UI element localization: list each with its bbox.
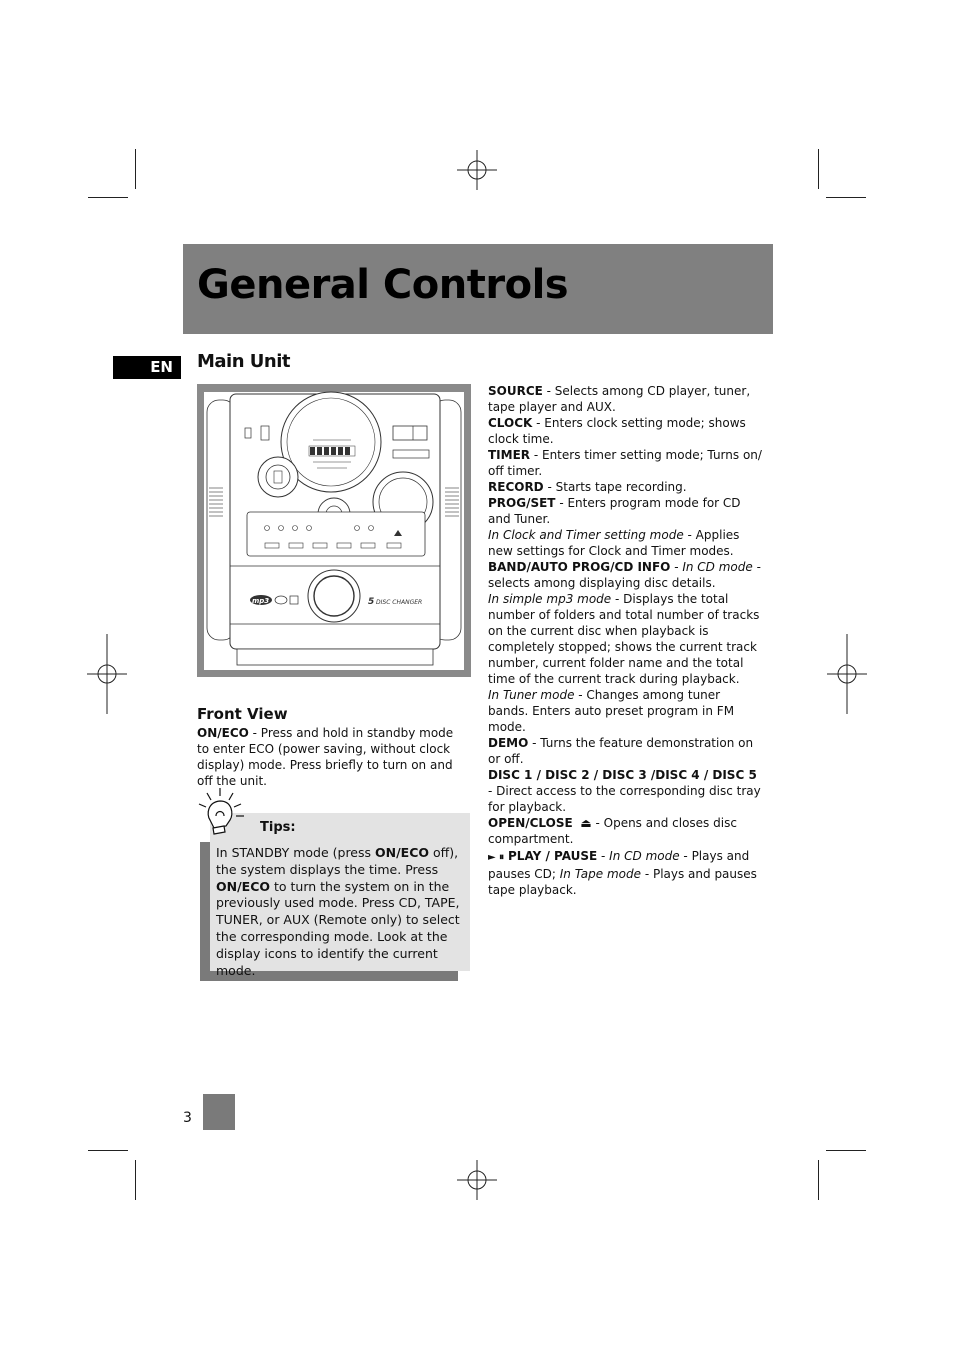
timer-desc: - Enters timer setting mode; Turns on/ off timer. <box>488 448 762 478</box>
tuner-mode: In Tuner mode <box>488 688 575 702</box>
tips-text-part: to turn the system on in the previously used mode. Press CD, TAPE, TUNER, or AUX (Remote only) to select the corresponding mode. Look at the display icons to identify the current mode. <box>216 878 460 978</box>
clock-timer-mode: In Clock and Timer setting mode <box>488 528 684 542</box>
prog-desc: - Enters program mode for CD and Tuner. <box>488 496 741 526</box>
open-close-label: OPEN/CLOSE <box>488 816 573 830</box>
on-eco-label: ON/ECO <box>197 726 249 740</box>
clock-timer-mode-entry <box>488 527 763 559</box>
tips-text <box>216 845 466 979</box>
play-pause-entry <box>488 848 763 898</box>
timer-label: TIMER <box>488 448 531 462</box>
demo-entry <box>488 735 763 767</box>
main-unit-figure <box>197 384 471 677</box>
source-entry <box>488 383 763 415</box>
crop-mark <box>818 1160 819 1200</box>
clock-desc: - Enters clock setting mode; shows clock time. <box>488 416 746 446</box>
tips-text-part: off), the system displays the time. Press <box>216 845 459 877</box>
disc-changer-label: DISC CHANGER <box>376 599 423 606</box>
mp3-mode: In simple mp3 mode <box>488 592 612 606</box>
front-view-heading: Front View <box>197 705 288 723</box>
tips-label: Tips: <box>260 820 296 835</box>
crop-mark <box>135 149 136 189</box>
play-pause-icon: ► ⏸ <box>488 852 505 863</box>
crop-mark <box>88 1150 128 1151</box>
page-number: 3 <box>183 1110 192 1126</box>
mp3-logo: mp3 <box>252 597 270 605</box>
eject-icon: ⏏ <box>580 816 592 830</box>
band-cd-mode: In CD mode <box>682 560 753 574</box>
band-sep: - <box>670 560 683 574</box>
play-cd-desc: - Plays and pauses CD; <box>488 849 750 881</box>
registration-mark-icon <box>457 150 497 190</box>
registration-mark-icon <box>87 634 127 714</box>
tuner-mode-entry <box>488 687 763 735</box>
play-tape-mode: In Tape mode <box>559 867 641 881</box>
record-desc: - Starts tape recording. <box>543 480 687 494</box>
band-label: BAND/AUTO PROG/CD INFO <box>488 560 671 574</box>
disc-count-label: 5 <box>368 597 375 607</box>
prog-label: PROG/SET <box>488 496 556 510</box>
clock-entry <box>488 415 763 447</box>
play-cd-mode: In CD mode <box>609 849 680 863</box>
crop-mark <box>826 1150 866 1151</box>
clock-label: CLOCK <box>488 416 533 430</box>
tips-bold-on-eco: ON/ECO <box>216 878 270 894</box>
disc-desc: - Direct access to the corresponding disc tray for playback. <box>488 784 761 814</box>
play-sep: - <box>597 849 610 863</box>
source-label: SOURCE <box>488 384 543 398</box>
open-close-entry <box>488 815 763 847</box>
disc-label: DISC 1 / DISC 2 / DISC 3 /DISC 4 / DISC 5 <box>488 768 757 782</box>
tips-bold-on-eco: ON/ECO <box>375 845 429 860</box>
crop-mark <box>88 197 128 198</box>
timer-entry <box>488 447 763 479</box>
registration-mark-icon <box>827 634 867 714</box>
on-eco-description <box>197 725 465 789</box>
page-title: General Controls <box>197 262 569 308</box>
record-entry <box>488 479 763 495</box>
prog-entry <box>488 495 763 527</box>
demo-desc: - Turns the feature demonstration on or off. <box>488 736 754 766</box>
open-close-desc: - Opens and closes disc compartment. <box>488 816 737 846</box>
mp3-mode-entry <box>488 591 763 687</box>
source-desc: - Selects among CD player, tuner, tape player and AUX. <box>488 384 751 414</box>
mp3-desc: - Displays the total number of folders and total number of tracks on the current disc when playback is completely stopped; shows the current track number, current folder name and the total time of the current track during playback. <box>488 592 760 686</box>
language-tab: EN <box>113 356 181 379</box>
band-entry <box>488 559 763 591</box>
clock-timer-desc: - Applies new settings for Clock and Timer modes. <box>488 528 740 558</box>
page-number-block <box>203 1094 235 1130</box>
play-tape-desc: - Plays and pauses tape playback. <box>488 867 757 897</box>
play-pause-label: PLAY / PAUSE <box>508 849 598 863</box>
demo-label: DEMO <box>488 736 529 750</box>
stereo-system-illustration <box>197 384 471 677</box>
registration-mark-icon <box>457 1160 497 1200</box>
band-cd-desc: - selects among displaying disc details. <box>488 560 761 590</box>
on-eco-text: - Press and hold in standby mode to enter ECO (power saving, without clock display) mode. Press briefly to turn on and off the unit. <box>197 726 454 788</box>
main-unit-heading: Main Unit <box>197 351 291 372</box>
controls-list <box>488 383 763 898</box>
record-label: RECORD <box>488 480 544 494</box>
tips-text-part: In STANDBY mode (press <box>216 845 375 860</box>
crop-mark <box>826 197 866 198</box>
disc-entry <box>488 767 763 815</box>
crop-mark <box>135 1160 136 1200</box>
tuner-desc: - Changes among tuner bands. Enters auto preset program in FM mode. <box>488 688 735 734</box>
crop-mark <box>818 149 819 189</box>
lightbulb-icon <box>196 786 252 838</box>
